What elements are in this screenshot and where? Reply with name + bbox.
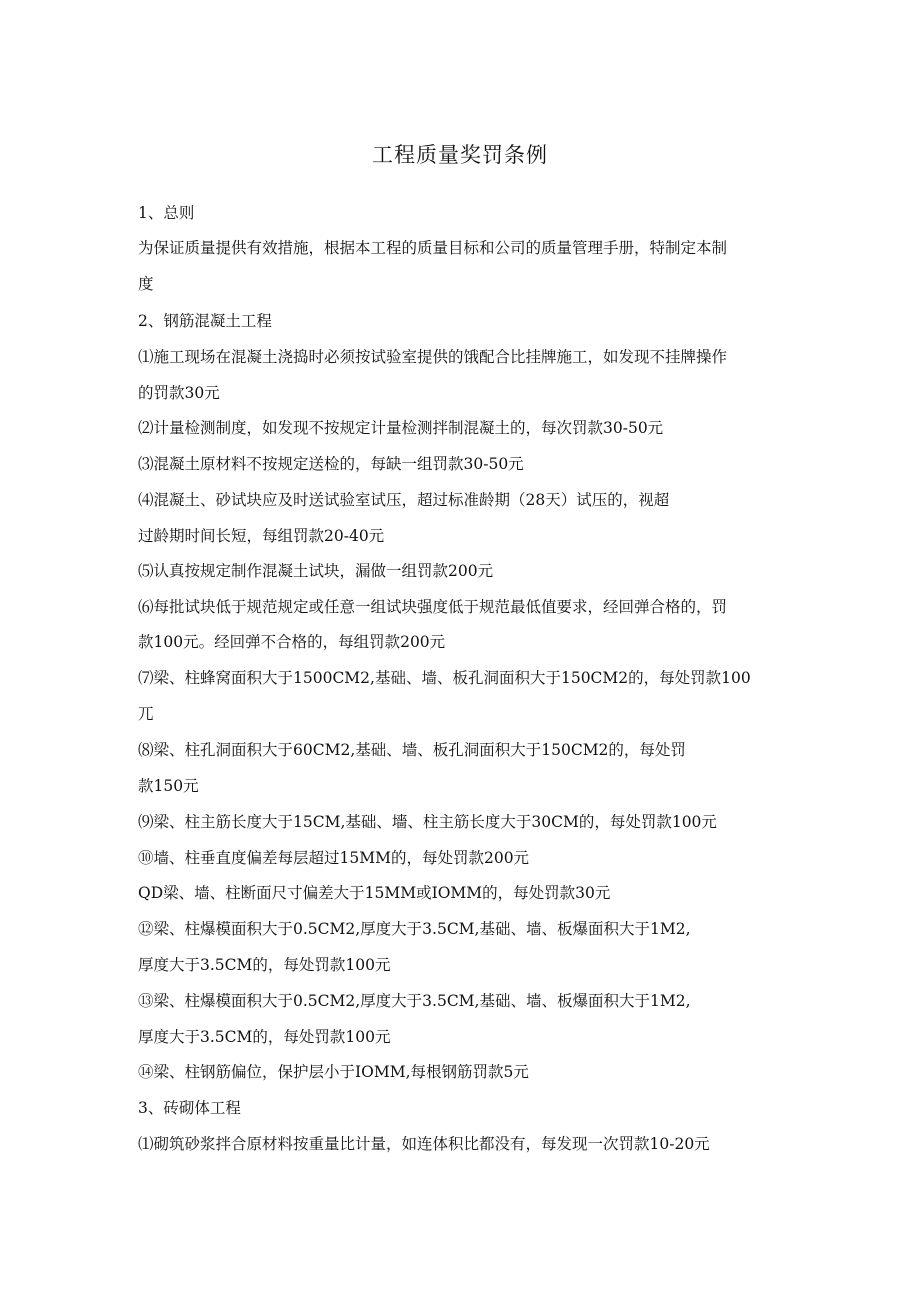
paragraph-line: 厚度大于3.5CM的，每处罚款100元: [138, 956, 391, 974]
paragraph-line: ⑴施工现场在混凝土浇捣时必须按试验室提供的饿配合比挂牌施工，如发现不挂牌操作: [138, 348, 728, 366]
paragraph-line: QD梁、墙、柱断面尺寸偏差大于15MM或IOMM的，每处罚款30元: [138, 884, 611, 902]
paragraph-line: ⑷混凝土、砂试块应及时送试验室试压，超过标准龄期（28天）试压的，视超: [138, 491, 670, 509]
paragraph-line: ⑹每批试块低于规范规定或任意一组试块强度低于规范最低值要求，经回弹合格的，罚: [138, 598, 728, 616]
paragraph-line: ⑼梁、柱主筋长度大于15CM,基础、墻、柱主筋长度大于30CM的，每处罚款100元: [138, 813, 717, 831]
section-heading: 2、钢筋混凝土工程: [138, 312, 272, 330]
paragraph-line: ⑫梁、柱爆模面积大于0.5CM2,厚度大于3.5CM,基础、墙、板爆面积大于1M2,: [138, 920, 691, 938]
paragraph-line: 的罚款30元: [138, 384, 220, 402]
paragraph-line: ⑶混凝土原材料不按规定送检的，每缺一组罚款30-50元: [138, 455, 524, 473]
paragraph-line: ⑬梁、柱爆模面积大于0.5CM2,厚度大于3.5CM,基础、墙、板爆面积大于1M2,: [138, 992, 691, 1010]
paragraph-line: 为保证质量提供有效措施，根据本工程的质量目标和公司的质量管理手册，特制定本制: [138, 239, 728, 257]
paragraph-line: 款100元。经回弹不合格的，每组罚款200元: [138, 633, 446, 651]
paragraph-line: ⑸认真按规定制作混凝土试块，漏做一组罚款200元: [138, 562, 494, 580]
section-heading: 3、砖砌体工程: [138, 1099, 241, 1117]
paragraph-line: ⑺梁、柱蜂窝面积大于1500CM2,基础、墙、板孔洞面积大于150CM2的，每处罚款100: [138, 669, 751, 687]
document-title: 工程质量奖罚条例: [372, 143, 548, 167]
paragraph-line: ⑻梁、柱孔洞面积大于60CM2,基础、墙、板孔洞面积大于150CM2的，每处罚: [138, 741, 686, 759]
paragraph-line: ⑭梁、柱钢筋偏位，保护层小于IOMM,每根钢筋罚款5元: [138, 1063, 529, 1081]
paragraph-line: 款150元: [138, 777, 199, 795]
paragraph-line: 厚度大于3.5CM的，每处罚款100元: [138, 1028, 391, 1046]
paragraph-line: 兀: [138, 705, 154, 723]
paragraph-line: ⑴砌筑砂浆拌合原材料按重量比计量，如连体积比都没有，每发现一次罚款10-20元: [138, 1135, 710, 1153]
section-heading: 1、总则: [138, 204, 195, 222]
paragraph-line: ⑩墙、柱垂直度偏差每层超过15MM的，每处罚款200元: [138, 849, 530, 867]
paragraph-line: 过龄期时间长短，每组罚款20-40元: [138, 527, 385, 545]
paragraph-line: 度: [138, 275, 154, 293]
paragraph-line: ⑵计量检测制度，如发现不按规定计量检测拌制混凝土的，每次罚款30-50元: [138, 419, 664, 437]
